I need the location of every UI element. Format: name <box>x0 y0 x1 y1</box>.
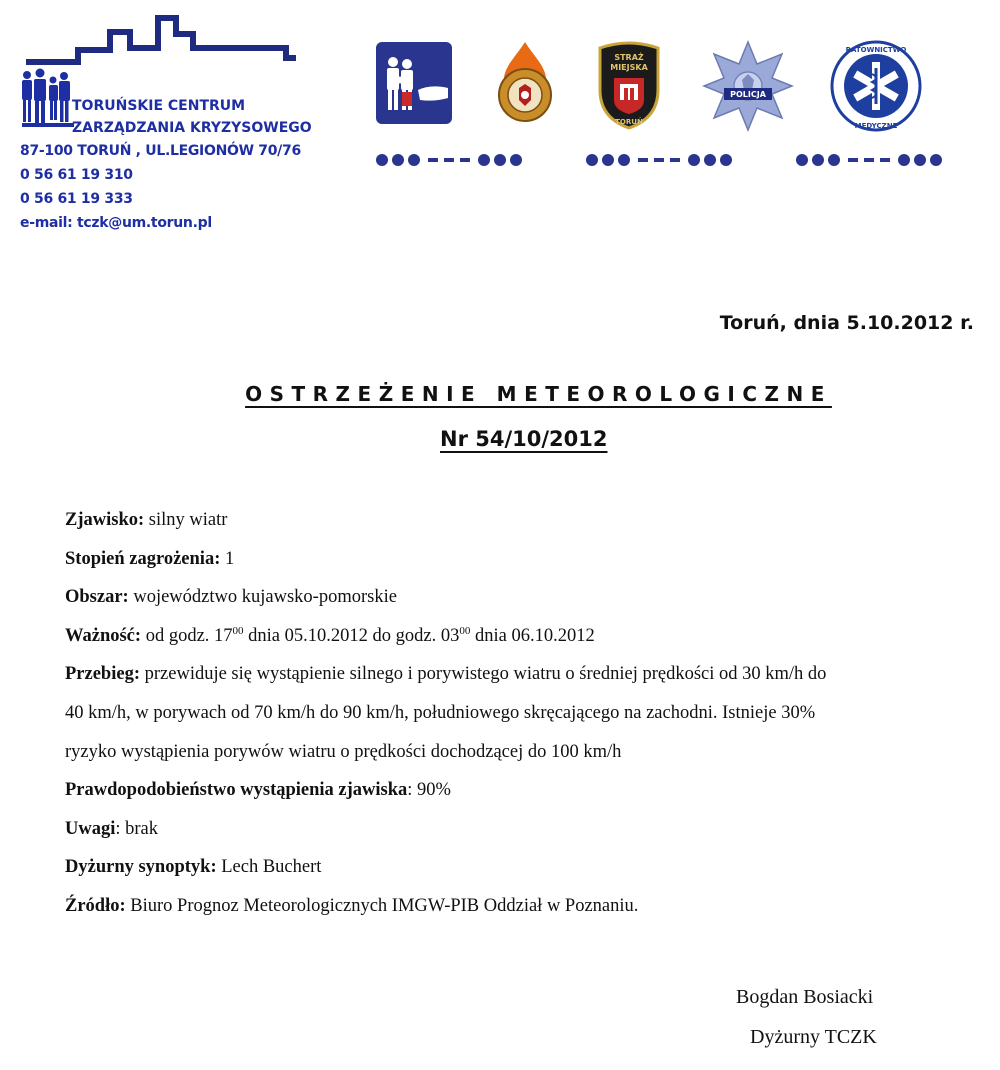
field-zjawisko <box>65 505 985 544</box>
svg-text:MEDYCZNE: MEDYCZNE <box>854 122 898 130</box>
field-label: Dyżurny synoptyk: <box>65 857 217 878</box>
email-text: e-mail: tczk@um.torun.pl <box>20 215 212 231</box>
field-prawdopodobienstwo <box>65 775 985 814</box>
svg-text:TORUŃ: TORUŃ <box>615 118 643 126</box>
field-value: przewiduje się wystąpienie silnego i porywistego wiatru o średniej prędkości od 30 km/h do <box>144 664 827 685</box>
field-value: od godz. 17 <box>145 625 233 646</box>
police-star-icon <box>702 40 794 132</box>
field-przebieg <box>65 659 985 698</box>
field-uwagi <box>65 814 985 853</box>
people-icon <box>22 69 70 124</box>
field-obszar <box>65 582 985 621</box>
field-label: Stopień zagrożenia: <box>65 548 221 569</box>
document-title-text: OSTRZEŻENIE METEOROLOGICZNE <box>245 382 832 406</box>
address-text: 87-100 TORUŃ , UL.LEGIONÓW 70/76 <box>20 143 301 159</box>
przebieg-continuation: ryzyko wystąpienia porywów wiatru o prędkości dochodzącej do 100 km/h <box>65 741 622 762</box>
field-value: : 90% <box>407 780 451 801</box>
tczk-logo-icon <box>18 10 318 135</box>
field-label: Ważność: <box>65 625 142 646</box>
signature-role: Dyżurny TCZK <box>750 1026 877 1048</box>
contact-block <box>20 139 301 235</box>
dot-dash-divider <box>796 152 956 168</box>
star-of-life-icon <box>828 40 924 132</box>
svg-text:RATOWNICTWO: RATOWNICTWO <box>845 46 907 54</box>
dateline: Toruń, dnia 5.10.2012 r. <box>719 312 974 334</box>
field-waznosc <box>65 621 985 660</box>
dot-dash-divider <box>586 152 746 168</box>
svg-text:POLICJA: POLICJA <box>730 90 766 99</box>
field-label: Źródło: <box>65 895 126 916</box>
dot-dash-divider <box>376 152 536 168</box>
family-help-icon <box>376 40 452 126</box>
document-title <box>0 382 1000 406</box>
field-label: Obszar: <box>65 587 129 608</box>
field-value: dnia 06.10.2012 <box>474 625 595 646</box>
field-stopien <box>65 544 985 583</box>
svg-text:MIEJSKA: MIEJSKA <box>610 63 648 72</box>
org-name-line1: TORUŃSKIE CENTRUM <box>72 98 246 114</box>
field-synoptyk <box>65 852 985 891</box>
przebieg-continuation: 40 km/h, w porywach od 70 km/h do 90 km/h, południowego skręcającego na zachodni. Istnieje 30% <box>65 702 816 723</box>
document-number: Nr 54/10/2012 <box>440 427 608 451</box>
field-value: : brak <box>115 818 159 839</box>
svg-text:STRAŻ: STRAŻ <box>614 53 644 62</box>
field-value: Lech Buchert <box>221 857 322 878</box>
field-label: Prawdopodobieństwo wystąpienia zjawiska <box>65 780 408 801</box>
field-label: Uwagi <box>65 818 116 839</box>
warning-body <box>65 505 985 930</box>
field-value: województwo kujawsko-pomorskie <box>133 587 397 608</box>
city-guard-badge-icon <box>596 40 662 130</box>
field-value: silny wiatr <box>148 510 228 530</box>
field-value: Biuro Prognoz Meteorologicznych IMGW-PIB Oddział w Poznaniu. <box>130 895 639 916</box>
field-value: dnia 05.10.2012 do godz. 03 <box>248 625 460 646</box>
phone-1: 0 56 61 19 310 <box>20 167 133 183</box>
field-label: Zjawisko: <box>65 510 145 530</box>
org-name-line2: ZARZĄDZANIA KRYZYSOWEGO <box>72 120 312 136</box>
signature-name: Bogdan Bosiacki <box>736 986 874 1008</box>
superscript: 00 <box>232 624 244 637</box>
phone-2: 0 56 61 19 333 <box>20 191 133 207</box>
field-zrodlo <box>65 891 985 930</box>
fire-brigade-badge-icon <box>490 40 560 128</box>
field-value: 1 <box>224 548 235 569</box>
field-label: Przebieg: <box>65 664 140 685</box>
superscript: 00 <box>459 624 471 637</box>
